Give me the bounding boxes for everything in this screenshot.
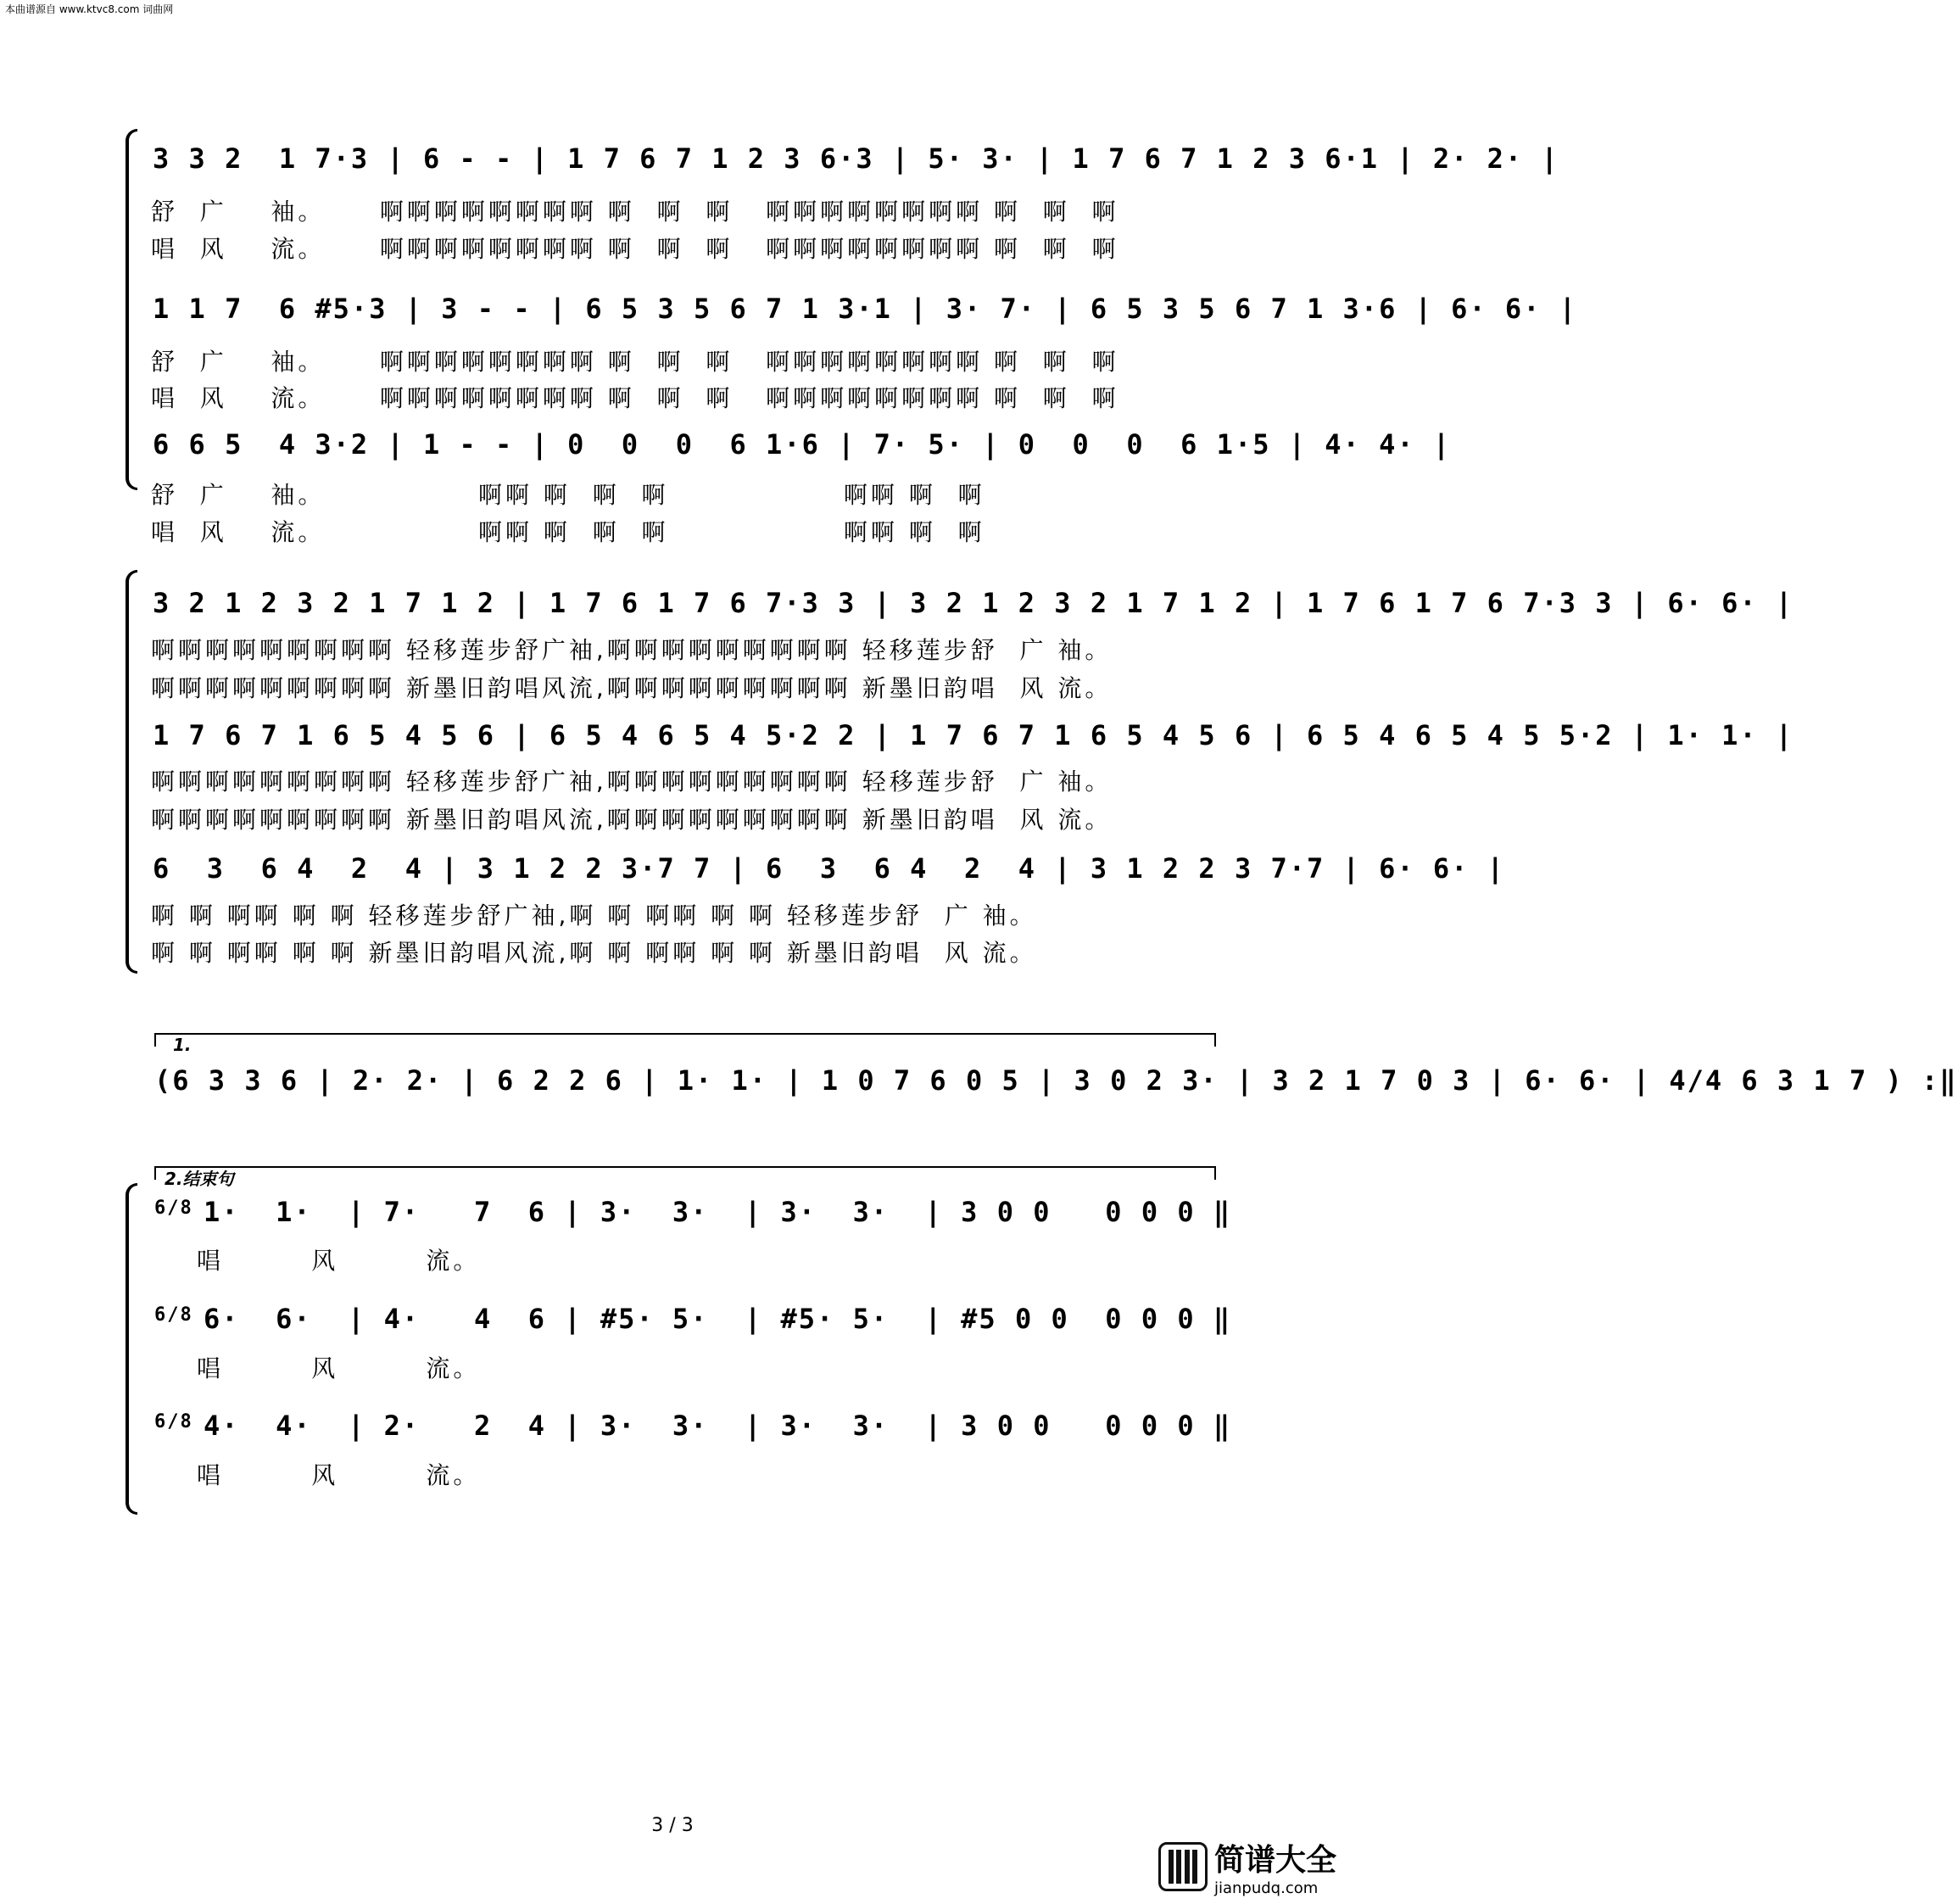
lyric-line: 舒 广 袖。 啊啊啊啊啊啊啊啊 啊 啊 啊 啊啊啊啊啊啊啊啊 啊 啊 啊 [151, 348, 1119, 376]
lyric-line: 啊啊啊啊啊啊啊啊啊 新墨旧韵唱风流,啊啊啊啊啊啊啊啊啊 新墨旧韵唱 风 流。 [151, 674, 1113, 702]
logo-url: jianpudq.com [1213, 1879, 1319, 1897]
site-logo[interactable] [1158, 1836, 1336, 1897]
logo-name: 简谱大全 [1213, 1843, 1336, 1878]
score-line: 1· 1· | 7· 7 6 | 3· 3· | 3· 3· | 3 0 0 0 0 0 ‖ [204, 1196, 1232, 1228]
lyric-line: 唱 风 流。 [197, 1354, 481, 1382]
score-line: 3 2 1 2 3 2 1 7 1 2 | 1 7 6 1 7 6 7·3 3 | 3 2 1 2 3 2 1 7 1 2 | 1 7 6 1 7 6 7·3 3 | 6· 6· | [153, 587, 1794, 619]
time-signature: 6/8 [154, 1304, 193, 1326]
score-line: 6 3 6 4 2 4 | 3 1 2 2 3·7 7 | 6 3 6 4 2 4 | 3 1 2 2 3 7·7 | 6· 6· | [153, 852, 1505, 885]
time-signature: 6/8 [154, 1198, 193, 1219]
volta-bracket-2 [154, 1166, 1216, 1180]
source-note: 本曲谱源自 www.ktvc8.com 词曲网 [5, 3, 174, 15]
system-bracket [126, 129, 137, 490]
score-line: 1 1 7 6 #5·3 | 3 - - | 6 5 3 5 6 7 1 3·1 | 3· 7· | 6 5 3 5 6 7 1 3·6 | 6· 6· | [153, 293, 1577, 325]
piano-keys-icon [1158, 1842, 1208, 1891]
score-line: 6· 6· | 4· 4 6 | #5· 5· | #5· 5· | #5 0 0 0 0 0 ‖ [204, 1303, 1232, 1335]
system-bracket [126, 570, 137, 974]
lyric-line: 啊啊啊啊啊啊啊啊啊 新墨旧韵唱风流,啊啊啊啊啊啊啊啊啊 新墨旧韵唱 风 流。 [151, 806, 1113, 834]
volta-label: 2.结束句 [165, 1169, 234, 1189]
volta-bracket-1 [154, 1033, 1216, 1047]
lyric-line: 舒 广 袖。 啊啊 啊 啊 啊 啊啊 啊 啊 [151, 481, 985, 509]
lyric-line: 唱 风 流。 啊啊 啊 啊 啊 啊啊 啊 啊 [151, 518, 985, 546]
lyric-line: 唱 风 流。 [197, 1461, 481, 1489]
score-line: 3 3 2 1 7·3 | 6 - - | 1 7 6 7 1 2 3 6·3 | 5· 3· | 1 7 6 7 1 2 3 6·1 | 2· 2· | [153, 142, 1559, 175]
score-line: 6 6 5 4 3·2 | 1 - - | 0 0 0 6 1·6 | 7· 5· | 0 0 0 6 1·5 | 4· 4· | [153, 428, 1452, 461]
lyric-line: 啊 啊 啊啊 啊 啊 新墨旧韵唱风流,啊 啊 啊啊 啊 啊 新墨旧韵唱 风 流。 [151, 939, 1037, 967]
lyric-line: 唱 风 流。 啊啊啊啊啊啊啊啊 啊 啊 啊 啊啊啊啊啊啊啊啊 啊 啊 啊 [151, 384, 1119, 412]
lyric-line: 啊啊啊啊啊啊啊啊啊 轻移莲步舒广袖,啊啊啊啊啊啊啊啊啊 轻移莲步舒 广 袖。 [151, 768, 1113, 796]
score-line: (6 3 3 6 | 2· 2· | 6 2 2 6 | 1· 1· | 1 0 7 6 0 5 | 3 0 2 3· | 3 2 1 7 0 3 | 6· 6· | 4/4 6 3 1 7 ) :‖ [154, 1064, 1958, 1097]
lyric-line: 啊 啊 啊啊 啊 啊 轻移莲步舒广袖,啊 啊 啊啊 啊 啊 轻移莲步舒 广 袖。 [151, 902, 1037, 930]
score-line: 1 7 6 7 1 6 5 4 5 6 | 6 5 4 6 5 4 5·2 2 | 1 7 6 7 1 6 5 4 5 6 | 6 5 4 6 5 4 5 5·2 | 1· 1· | [153, 719, 1794, 751]
lyric-line: 啊啊啊啊啊啊啊啊啊 轻移莲步舒广袖,啊啊啊啊啊啊啊啊啊 轻移莲步舒 广 袖。 [151, 636, 1113, 664]
lyric-line: 唱 风 流。 啊啊啊啊啊啊啊啊 啊 啊 啊 啊啊啊啊啊啊啊啊 啊 啊 啊 [151, 235, 1119, 263]
lyric-line: 舒 广 袖。 啊啊啊啊啊啊啊啊 啊 啊 啊 啊啊啊啊啊啊啊啊 啊 啊 啊 [151, 198, 1119, 226]
time-signature: 6/8 [154, 1411, 193, 1432]
volta-label: 1. [173, 1035, 192, 1055]
page-number: 3 / 3 [651, 1815, 694, 1836]
score-line: 4· 4· | 2· 2 4 | 3· 3· | 3· 3· | 3 0 0 0 0 0 ‖ [204, 1410, 1232, 1442]
lyric-line: 唱 风 流。 [197, 1247, 481, 1275]
system-bracket [126, 1183, 137, 1515]
